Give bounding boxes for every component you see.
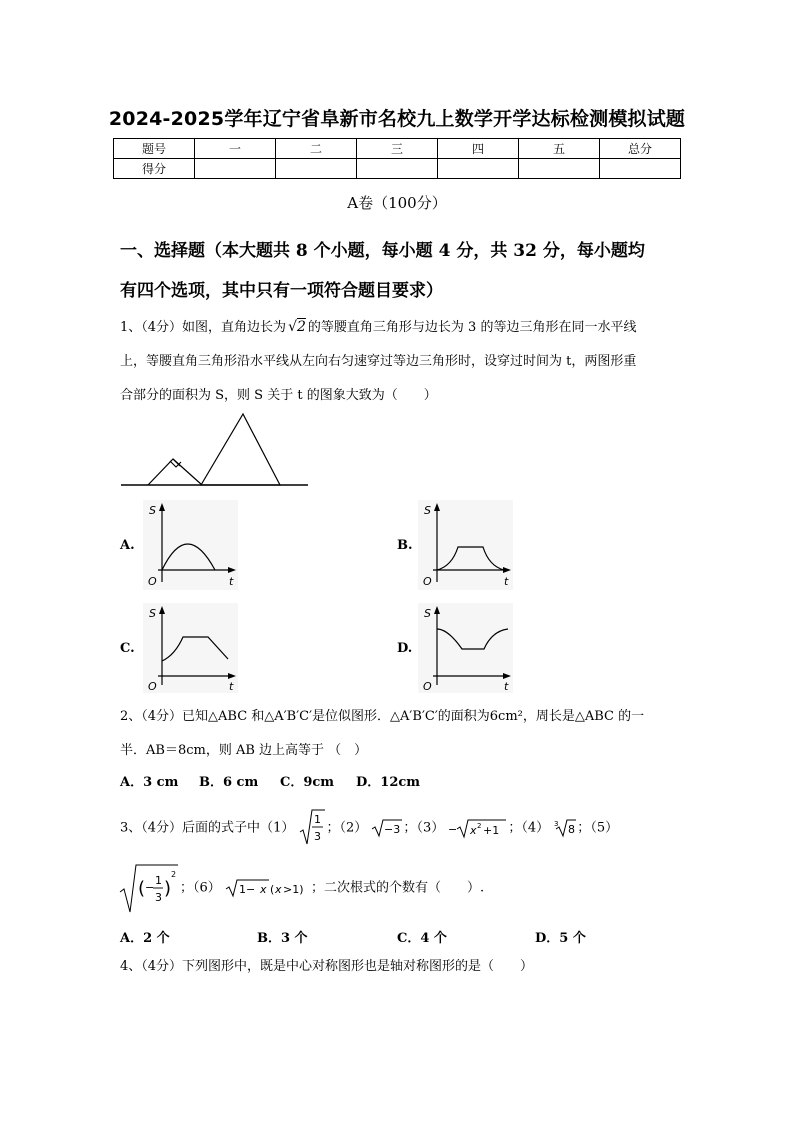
q3-part4-label: （4）: [521, 820, 550, 836]
score-table: [113, 138, 681, 179]
q1-option-c-graph[interactable]: [143, 603, 238, 693]
q1-option-b-label[interactable]: B.: [397, 538, 413, 553]
score-table-header-cell: 二: [276, 139, 357, 159]
denominator: 3: [314, 830, 322, 843]
question-1: [120, 310, 690, 413]
q3-sep: ；: [180, 880, 194, 896]
radicand: 8: [568, 823, 576, 836]
q2-line2: 半．AB＝8cm，则 AB 边上高等于 （ ）: [120, 743, 368, 758]
section1-heading: [120, 231, 690, 311]
t-label: t: [504, 680, 509, 693]
q1-line3: 合部分的面积为 S，则 S 关于 t 的图象大致为（ ）: [120, 388, 437, 403]
t-label: t: [229, 680, 234, 693]
q3-part5-label: （5）: [590, 820, 619, 836]
left-paren: (: [138, 878, 146, 899]
right-paren: ): [164, 878, 172, 899]
q3-line2: [118, 862, 708, 914]
score-cell[interactable]: [195, 159, 276, 179]
expr-cbrt-8: [553, 818, 577, 838]
q1-line1-b: 的等腰直角三角形与边长为 3 的等边三角形在同一水平线: [307, 320, 637, 335]
s-label: S: [149, 607, 156, 620]
triangle-edge: [173, 459, 202, 485]
q3-sep: ；: [403, 820, 417, 836]
condition-x: x: [274, 883, 282, 896]
expr-sqrt-one-third: [298, 808, 326, 848]
q1-option-a-graph[interactable]: [143, 500, 238, 590]
q3-part2-label: （2）: [339, 820, 368, 836]
radicand-plus-1: +1: [483, 824, 500, 837]
minus-sign: −: [145, 881, 155, 894]
graph-background: [418, 500, 513, 590]
score-table-header-cell: 五: [519, 139, 600, 159]
expr-sqrt-neg-3: [371, 818, 403, 838]
q3-sep: ；: [508, 820, 522, 836]
score-table-row-label: 得分: [114, 159, 195, 179]
score-cell[interactable]: [438, 159, 519, 179]
s-label: S: [424, 607, 431, 620]
radicand-x: x: [470, 824, 477, 837]
q1-line1: [120, 310, 690, 345]
q2-option-a[interactable]: A．3 cm: [120, 775, 179, 790]
radicand-1-minus: 1−: [238, 883, 256, 896]
exponent-2: 2: [477, 822, 482, 830]
radicand: −3: [384, 823, 401, 836]
q4-text: 下列图形中，既是中心对称图形也是轴对称图形的是（ ）: [182, 959, 534, 974]
q2-number: 2、（4分）: [120, 709, 183, 724]
section1-heading-line1: 一、选择题（本大题共 8 个小题，每小题 4 分，共 32 分，每小题均: [120, 241, 645, 261]
q3-number: 3、（4分）: [120, 820, 183, 836]
origin-label: O: [148, 575, 157, 588]
section-a-title: A卷（100分）: [347, 194, 447, 212]
numerator: 1: [155, 874, 162, 887]
q3-sep: ；: [326, 820, 340, 836]
page-title: 2024-2025学年辽宁省阜新市名校九上数学开学达标检测模拟试题: [108, 108, 686, 130]
sqrt2-radical: √2: [288, 319, 306, 335]
q1-option-d-label[interactable]: D.: [397, 641, 413, 656]
graph-background: [143, 500, 238, 590]
q1-option-a-label[interactable]: A.: [120, 538, 135, 553]
score-table-header-row: [114, 139, 681, 159]
graph-background: [143, 603, 238, 693]
radicand-x: x: [259, 883, 267, 896]
q3-option-c[interactable]: C．4 个: [397, 931, 447, 946]
q4-number: 4、（4分）: [120, 959, 183, 974]
q1-figure: [118, 410, 313, 490]
expr-sqrt-1-minus-x: [225, 878, 311, 898]
score-table-header-cell: 总分: [600, 139, 681, 159]
q1-line2: 上，等腰直角三角形沿水平线从左向右匀速穿过等边三角形时，设穿过时间为 t，两图形重: [120, 354, 637, 369]
q3-line1: [120, 808, 710, 848]
question-4: [120, 950, 690, 984]
q3-tail: ；二次根式的个数有（ ）.: [310, 880, 485, 896]
score-table-header-cell: 四: [438, 139, 519, 159]
question-2: [120, 700, 690, 768]
q3-sep: ；: [577, 820, 591, 836]
q2-line1-text: 已知△ABC 和△A′B′C′是位似图形．△A′B′C′的面积为6cm²，周长是△ABC 的一: [182, 709, 645, 724]
score-table-header-cell: 三: [357, 139, 438, 159]
sqrt2-radicand: 2: [296, 319, 306, 335]
q2-option-c[interactable]: C．9cm: [280, 775, 335, 790]
exponent-2: 2: [171, 870, 177, 879]
minus-sign: −: [448, 823, 458, 836]
expr-sqrt-neg-one-third-squared: [118, 862, 180, 914]
q2-option-d[interactable]: D．12cm: [356, 775, 421, 790]
q1-line1-a: 如图，直角边长为: [182, 320, 287, 335]
q3-option-a[interactable]: A．2 个: [120, 931, 170, 946]
equilateral-triangle: [201, 414, 280, 485]
origin-label: O: [423, 680, 432, 693]
q1-option-d-graph[interactable]: [418, 603, 513, 693]
origin-label: O: [423, 575, 432, 588]
score-cell[interactable]: [357, 159, 438, 179]
q3-part3-label: （3）: [416, 820, 445, 836]
t-label: t: [229, 575, 234, 588]
q2-option-b[interactable]: B．6 cm: [199, 775, 259, 790]
score-cell[interactable]: [276, 159, 357, 179]
q3-part1-label: （1）: [260, 820, 295, 836]
denominator: 3: [155, 891, 162, 904]
index-3: 3: [554, 820, 559, 828]
score-table-score-row: [114, 159, 681, 179]
score-cell[interactable]: [519, 159, 600, 179]
q3-option-d[interactable]: D．5 个: [535, 931, 586, 946]
condition-gt-1: >1): [282, 883, 304, 896]
q1-option-b-graph[interactable]: [418, 500, 513, 590]
s-label: S: [149, 504, 156, 517]
condition-open: (: [269, 883, 275, 896]
q2-line1: [120, 700, 690, 734]
q3-intro: 后面的式子中: [182, 820, 261, 836]
expr-neg-sqrt-x2-plus-1: [448, 817, 508, 839]
t-label: t: [504, 575, 509, 588]
score-cell[interactable]: [600, 159, 681, 179]
s-label: S: [424, 504, 431, 517]
graph-background: [418, 603, 513, 693]
numerator: 1: [314, 813, 322, 826]
q1-number: 1、（4分）: [120, 320, 183, 335]
section1-heading-line2: 有四个选项，其中只有一项符合题目要求）: [120, 281, 443, 301]
q1-option-c-label[interactable]: C.: [120, 641, 135, 656]
q3-option-b[interactable]: B．3 个: [257, 931, 308, 946]
isosceles-right-triangle: [148, 459, 180, 485]
score-table-header-cell: 一: [195, 139, 276, 159]
score-table-header-cell: 题号: [114, 139, 195, 159]
origin-label: O: [148, 680, 157, 693]
q3-part6-label: （6）: [193, 880, 221, 896]
